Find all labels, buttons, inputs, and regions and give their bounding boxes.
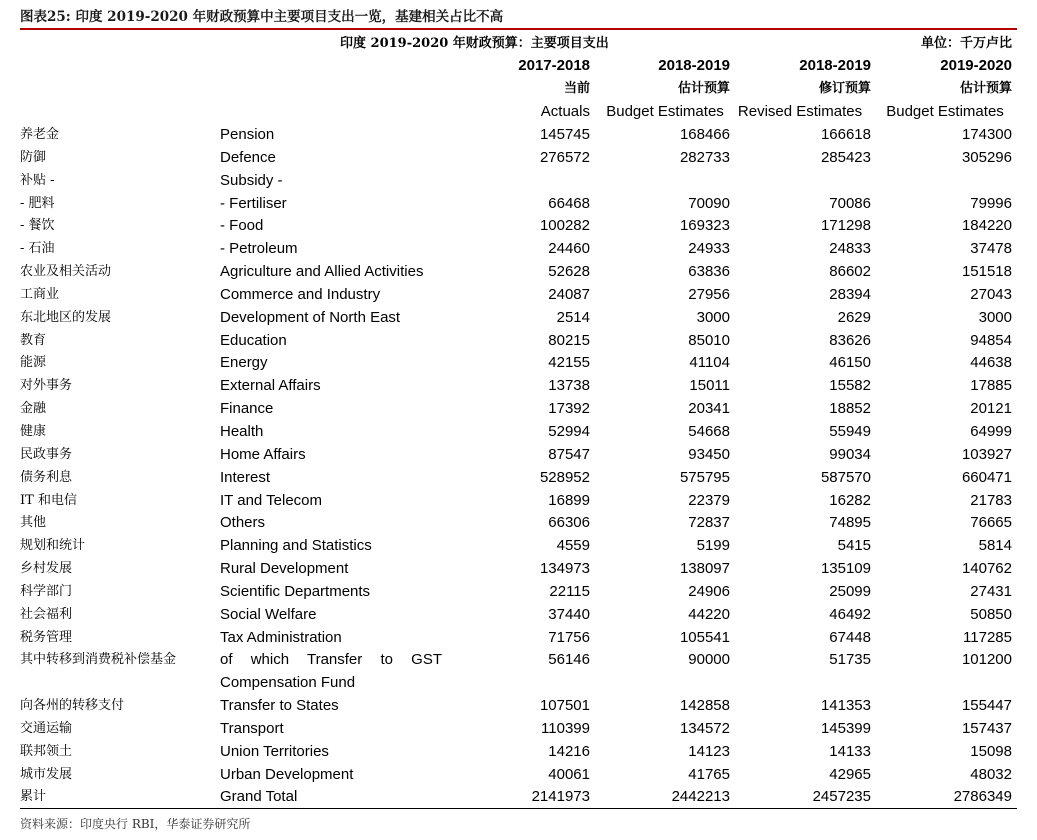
row-value: 24087 [548, 285, 590, 303]
row-label-cn: 能源 [20, 355, 47, 371]
row-label-cn: 养老金 [20, 127, 60, 142]
row-label-cn: - 石油 [20, 241, 55, 257]
row-value: 16282 [829, 491, 871, 509]
row-value: 184220 [961, 217, 1012, 235]
row-label-en: Union Territories [220, 742, 329, 760]
row-label-cn: 联邦领土 [20, 743, 73, 759]
row-label-en: Development of North East [220, 308, 401, 326]
row-value: 86602 [829, 263, 871, 281]
row-value: 174300 [961, 126, 1012, 143]
table-row [0, 764, 1037, 787]
row-value: 46150 [829, 354, 871, 372]
row-value: 52994 [548, 422, 590, 440]
row-label-en: Finance [220, 400, 274, 418]
row-label-cn: - 餐饮 [20, 218, 55, 234]
col-cn-2: 修订预算 [818, 81, 871, 96]
row-value: 3000 [696, 308, 730, 326]
table-row [0, 695, 1037, 718]
table-row [0, 604, 1037, 627]
row-value: 93450 [688, 445, 730, 463]
row-value: 24833 [829, 240, 871, 258]
row-label-cn: 金融 [20, 401, 47, 417]
row-value: 110399 [541, 719, 590, 737]
row-label-cn: 交通运输 [20, 720, 73, 736]
row-label-en: - Petroleum [220, 240, 298, 258]
row-label-cn: 累计 [20, 789, 47, 805]
table-bottom-rule [20, 808, 1017, 809]
row-value: 15098 [970, 742, 1012, 760]
row-value: 27956 [688, 285, 730, 303]
row-value: 17392 [548, 400, 590, 418]
year-header-row [0, 54, 1037, 77]
row-label-en: Defence [220, 148, 276, 166]
row-value: 5415 [837, 537, 871, 555]
table-title: 印度 2019-2020 年财政预算：主要项目支出 [340, 36, 609, 51]
table-row [0, 741, 1037, 764]
col-year-2: 2018-2019 [799, 57, 871, 74]
row-value: 55949 [829, 422, 871, 440]
row-value: 74895 [829, 514, 871, 532]
row-value: 44638 [970, 354, 1012, 372]
row-value: 90000 [688, 651, 730, 669]
row-label-en: - Food [220, 217, 264, 235]
row-value: 101200 [961, 651, 1012, 669]
table-row [0, 421, 1037, 444]
col-cn-3: 估计预算 [959, 81, 1012, 96]
row-value: 41104 [689, 354, 730, 372]
row-value: 27431 [970, 582, 1012, 600]
row-value: 134572 [679, 719, 730, 737]
row-label-en: IT and Telecom [220, 491, 323, 509]
col-year-0: 2017-2018 [518, 57, 590, 74]
col-year-1: 2018-2019 [658, 57, 730, 74]
row-label-cn: 向各州的转移支付 [20, 698, 125, 714]
row-value: 2629 [837, 308, 871, 326]
row-label-en: Transfer to States [220, 697, 339, 715]
row-label-cn: 其他 [20, 515, 47, 531]
row-value: 166618 [820, 126, 871, 143]
row-label-cn: 社会福利 [20, 606, 73, 622]
row-value: 42155 [548, 354, 590, 372]
row-label-cn: 城市发展 [20, 766, 73, 782]
row-value: 50850 [970, 605, 1012, 623]
table-row [0, 261, 1037, 284]
row-label-en: External Affairs [220, 377, 321, 395]
row-value: 14133 [829, 742, 871, 760]
table-row [0, 444, 1037, 467]
row-value: 103927 [961, 445, 1012, 463]
row-label-cn: 补贴 - [20, 172, 55, 188]
row-value: 134973 [539, 560, 590, 578]
row-value: 22379 [688, 491, 730, 509]
row-value: 42965 [829, 765, 871, 783]
row-value: 305296 [961, 148, 1012, 166]
row-value: 79996 [970, 194, 1012, 212]
row-value: 20121 [970, 400, 1012, 418]
row-value: 14123 [688, 742, 730, 760]
row-value: 21783 [970, 491, 1012, 509]
row-value: 56146 [548, 651, 590, 669]
row-value: 140762 [961, 560, 1012, 578]
row-label-en: Social Welfare [220, 605, 317, 623]
row-value: 46492 [829, 605, 871, 623]
row-value: 138097 [679, 560, 730, 578]
row-value: 2442213 [671, 788, 730, 806]
row-label-cn: 健康 [20, 423, 47, 439]
row-value: 100282 [539, 217, 590, 235]
table-row [0, 718, 1037, 741]
table-row [0, 467, 1037, 490]
table-row [0, 512, 1037, 535]
row-label-cn: 教育 [20, 332, 47, 348]
row-value: 52628 [548, 263, 590, 281]
row-value: 24906 [688, 582, 730, 600]
row-value: 5814 [978, 537, 1012, 555]
table-row [0, 786, 1037, 809]
row-value: 285423 [820, 148, 871, 166]
row-label-cn: 科学部门 [20, 583, 73, 599]
row-value: 117285 [963, 628, 1012, 646]
row-value: 16899 [548, 491, 590, 509]
col-en-2: Revised Estimates [737, 103, 863, 120]
row-value: 151518 [961, 263, 1012, 281]
row-value: 2786349 [953, 788, 1012, 806]
row-label-cn: 债务利息 [20, 469, 73, 485]
row-value: 80215 [548, 331, 590, 349]
row-label-en: Scientific Departments [220, 582, 371, 600]
row-label-en: Grand Total [220, 788, 298, 806]
table-row [0, 649, 1037, 695]
row-label-en: Home Affairs [220, 445, 306, 463]
row-value: 24460 [548, 240, 590, 258]
row-value: 54668 [688, 422, 730, 440]
row-value: 3000 [978, 308, 1012, 326]
row-value: 37478 [970, 240, 1012, 258]
table-row [0, 535, 1037, 558]
row-value: 4559 [556, 537, 590, 555]
row-value: 66468 [548, 194, 590, 212]
row-label-en: Commerce and Industry [220, 285, 381, 303]
row-value: 587570 [820, 468, 871, 486]
table-row [0, 490, 1037, 513]
table-row [0, 375, 1037, 398]
row-value: 99034 [829, 445, 871, 463]
table-row [0, 238, 1037, 261]
row-value: 13738 [548, 377, 590, 395]
row-value: 41765 [688, 765, 730, 783]
row-value: 14216 [548, 742, 590, 760]
row-label-cn: 东北地区的发展 [20, 309, 112, 325]
row-value: 2457235 [812, 788, 871, 806]
col-en-3: Budget Estimates [886, 103, 1004, 120]
row-value: 155447 [961, 697, 1012, 715]
row-value: 135109 [820, 560, 871, 578]
row-value: 15582 [829, 377, 871, 395]
row-label-cn: 规划和统计 [20, 538, 86, 554]
row-value: 145399 [820, 719, 871, 737]
row-label-cn: 民政事务 [20, 446, 73, 462]
table-title-row [0, 32, 1037, 55]
row-value: 18852 [829, 400, 871, 418]
col-cn-1: 估计预算 [677, 81, 730, 96]
row-value: 142858 [679, 697, 730, 715]
en-header-row [0, 100, 1037, 123]
col-en-0: Actuals [540, 103, 590, 120]
table-row [0, 352, 1037, 375]
row-value: 282733 [679, 148, 730, 166]
row-value: 105541 [679, 628, 730, 646]
row-value: 2514 [556, 308, 590, 326]
row-value: 17885 [970, 377, 1012, 395]
row-value: 276572 [539, 148, 590, 166]
table-row [0, 627, 1037, 650]
row-value: 25099 [829, 582, 871, 600]
table-row [0, 193, 1037, 216]
row-label-en: Others [220, 514, 266, 532]
row-value: 71756 [548, 628, 590, 646]
row-value: 145745 [539, 126, 590, 143]
row-value: 83626 [829, 331, 871, 349]
row-value: 168466 [679, 126, 730, 143]
row-value: 66306 [548, 514, 590, 532]
col-en-1: Budget Estimates [606, 103, 724, 120]
row-value: 94854 [970, 331, 1012, 349]
row-label-en: Pension [220, 126, 275, 143]
row-label-cn: 农业及相关活动 [20, 264, 112, 280]
row-value: 44220 [688, 605, 730, 623]
row-value: 528952 [539, 468, 590, 486]
cn-header-row [0, 77, 1037, 100]
row-label-en: Subsidy - [220, 171, 283, 189]
row-label-cn: 工商业 [20, 286, 60, 302]
table-row [0, 124, 1037, 147]
row-label-cn: 对外事务 [20, 378, 73, 394]
table-row [0, 307, 1037, 330]
row-value: 70086 [829, 194, 871, 212]
row-value: 5199 [696, 537, 730, 555]
col-cn-0: 当前 [563, 81, 590, 96]
row-value: 48032 [970, 765, 1012, 783]
row-value: 70090 [688, 194, 730, 212]
row-label-en: Education [220, 331, 287, 349]
row-value: 27043 [970, 285, 1012, 303]
row-value: 28394 [829, 285, 871, 303]
row-label-cn: 税务管理 [20, 629, 73, 645]
row-value: 660471 [961, 468, 1012, 486]
row-value: 575795 [679, 468, 730, 486]
row-value: 24933 [688, 240, 730, 258]
row-value: 2141973 [531, 788, 590, 806]
unit-label: 单位：千万卢比 [920, 36, 1012, 51]
row-value: 63836 [688, 263, 730, 281]
row-label-en: Agriculture and Allied Activities [220, 263, 424, 281]
row-value: 171298 [820, 217, 871, 235]
row-value: 107501 [539, 697, 590, 715]
table-row [0, 581, 1037, 604]
row-label-cn: 防御 [20, 149, 47, 165]
row-label-en: Health [220, 422, 264, 440]
row-value: 67448 [829, 628, 871, 646]
table-row [0, 147, 1037, 170]
row-value: 40061 [548, 765, 590, 783]
row-label-en: Interest [220, 468, 271, 486]
row-label-cn: - 肥料 [20, 195, 55, 211]
table-body [0, 124, 1037, 809]
row-label-en: Energy [220, 354, 268, 372]
row-label-en: Rural Development [220, 560, 349, 578]
row-value: 157437 [961, 719, 1012, 737]
row-value: 87547 [548, 445, 590, 463]
col-year-3: 2019-2020 [940, 57, 1012, 74]
row-value: 64999 [970, 422, 1012, 440]
figure-title: 图表25: 印度 2019-2020 年财政预算中主要项目支出一览，基建相关占比不高 [20, 6, 1017, 30]
row-label-en: Planning and Statistics [220, 537, 372, 555]
table-row [0, 398, 1037, 421]
row-value: 37440 [548, 605, 590, 623]
table-row [0, 284, 1037, 307]
table-row [0, 170, 1037, 193]
row-value: 85010 [688, 331, 730, 349]
row-label-en: Urban Development [220, 765, 354, 783]
row-value: 76665 [970, 514, 1012, 532]
table-row [0, 330, 1037, 353]
row-label-en: Tax Administration [220, 628, 342, 646]
row-label-en: of which Transfer to GST Compensation Fund [220, 651, 442, 692]
row-value: 169323 [679, 217, 730, 235]
row-label-en: Transport [220, 719, 284, 737]
table-row [0, 215, 1037, 238]
row-value: 141353 [820, 697, 871, 715]
row-label-en: - Fertiliser [220, 194, 287, 212]
row-label-cn: IT 和电信 [20, 492, 77, 508]
row-value: 72837 [688, 514, 730, 532]
row-label-cn: 其中转移到消费税补偿基金 [20, 652, 177, 668]
row-value: 51735 [829, 651, 871, 669]
row-value: 20341 [688, 400, 730, 418]
row-value: 22115 [549, 582, 590, 600]
source-note: 资料来源：印度央行 RBI，华泰证券研究所 [20, 817, 251, 831]
row-label-cn: 乡村发展 [20, 561, 73, 577]
row-value: 15011 [689, 377, 730, 395]
table-row [0, 558, 1037, 581]
